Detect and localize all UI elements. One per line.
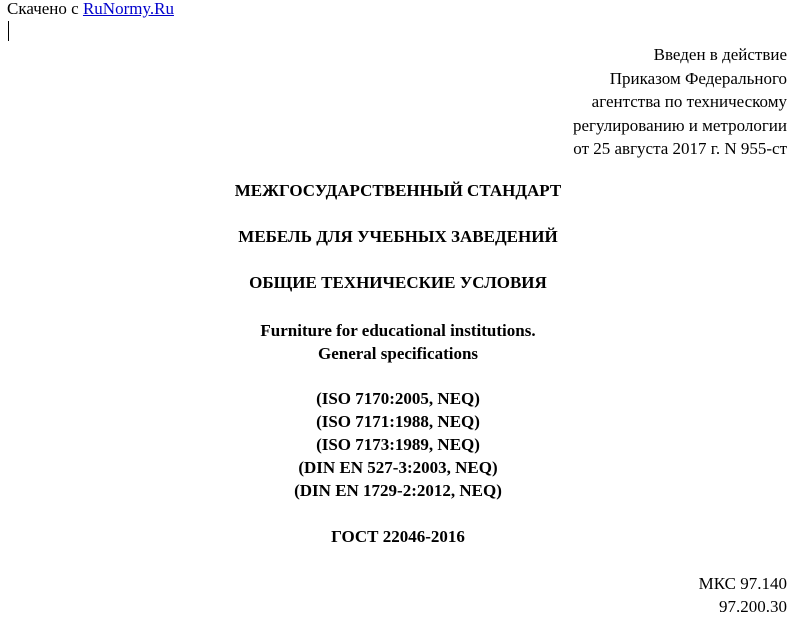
text-cursor: [8, 21, 9, 41]
standard-title: МЕБЕЛЬ ДЛЯ УЧЕБНЫХ ЗАВЕДЕНИЙ: [238, 227, 558, 246]
source-link[interactable]: RuNormy.Ru: [82, 0, 174, 18]
enactment-line: агентства по техническому: [591, 92, 787, 111]
enactment-block: [573, 43, 787, 161]
english-title: [0, 319, 790, 365]
classification-line: 97.200.30: [719, 597, 787, 616]
enactment-line: регулированию и метрологии: [572, 115, 787, 135]
enactment-line: от 25 августа 2017 г. N 955-ст: [573, 139, 787, 158]
standard-subtitle: ОБЩИЕ ТЕХНИЧЕСКИЕ УСЛОВИЯ: [249, 273, 547, 292]
references-list: [0, 387, 790, 502]
reference-item: (DIN EN 1729-2:2012, NEQ): [294, 481, 502, 500]
enactment-line: Введен в действие: [653, 45, 787, 64]
reference-item: (ISO 7171:1988, NEQ): [316, 412, 480, 431]
classification-line: МКС 97.140: [698, 574, 787, 593]
reference-item: (DIN EN 527-3:2003, NEQ): [298, 458, 498, 477]
source-line: [7, 0, 174, 19]
standard-designation: ГОСТ 22046-2016: [331, 527, 465, 546]
reference-item: (ISO 7173:1989, NEQ): [316, 435, 480, 454]
english-title-line: General specifications: [317, 344, 479, 363]
standard-kind: МЕЖГОСУДАРСТВЕННЫЙ СТАНДАРТ: [234, 181, 562, 200]
enactment-line: Приказом Федерального: [609, 68, 787, 88]
reference-item: (ISO 7170:2005, NEQ): [316, 389, 480, 408]
english-title-line: Furniture for educational institutions.: [260, 321, 536, 340]
source-prefix: Скачено с: [7, 0, 83, 18]
classification-block: [699, 572, 787, 618]
